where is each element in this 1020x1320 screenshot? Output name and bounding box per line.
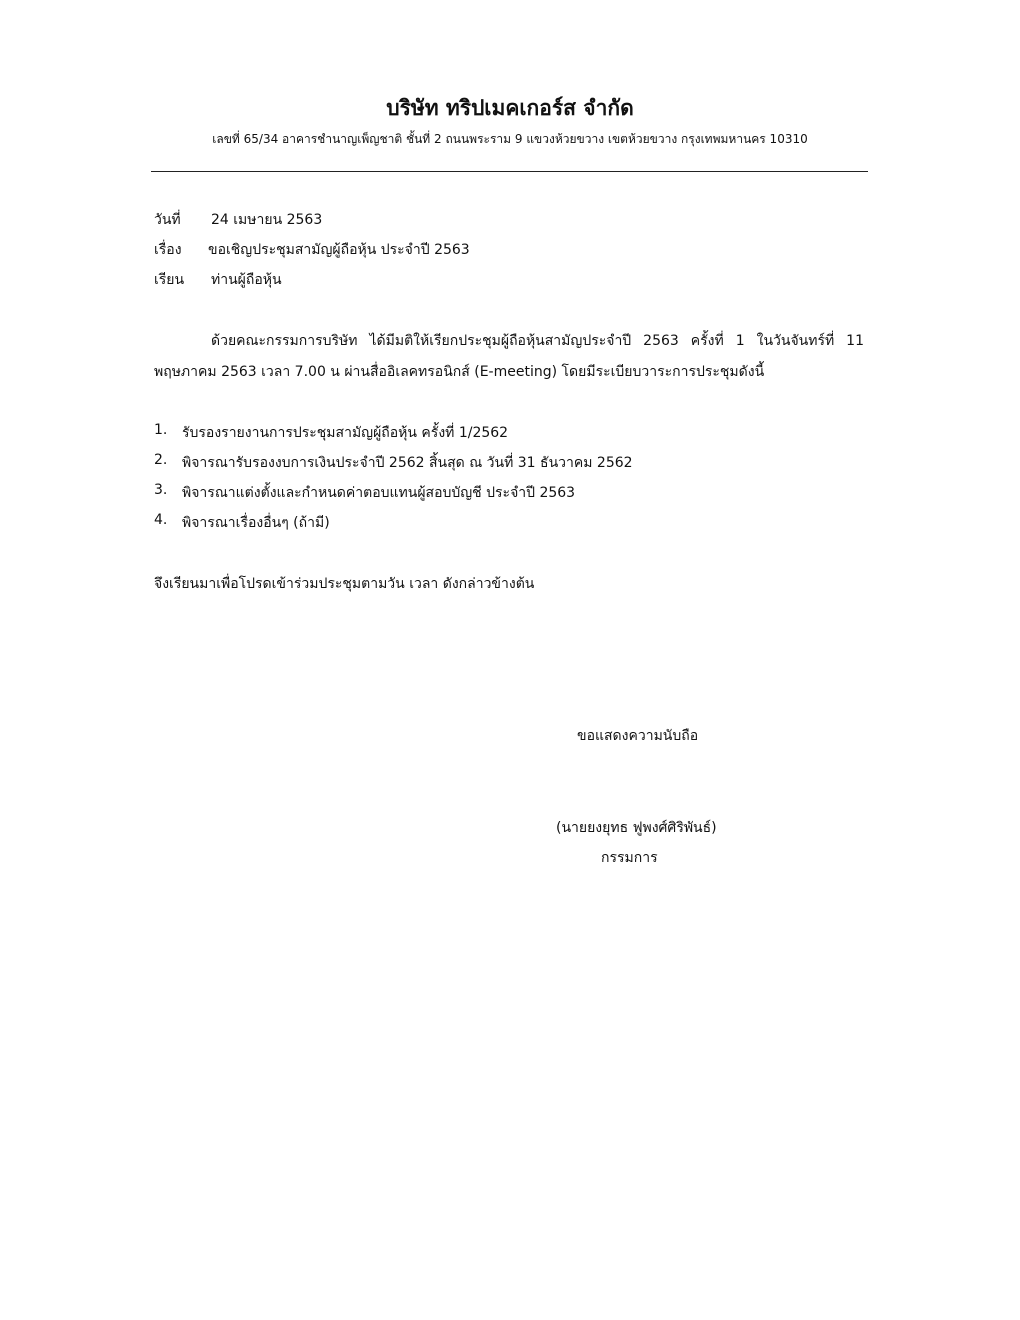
signatory-name: (นายยงยุทธ ฟูพงศ์ศิริพันธ์) [556, 820, 717, 836]
agenda-item-text: พิจารณารับรองงบการเงินประจำปี 2562 สิ้นสุด ณ วันที่ 31 ธันวาคม 2562 [182, 455, 633, 471]
agenda-item-text: พิจารณาเรื่องอื่นๆ (ถ้ามี) [182, 515, 330, 531]
signature-regards: ขอแสดงความนับถือ [577, 728, 699, 744]
recipient-value: ท่านผู้ถือหุ้น [211, 272, 282, 288]
agenda-item-text: พิจารณาแต่งตั้งและกำหนดค่าตอบแทนผู้สอบบัญชี ประจำปี 2563 [182, 485, 576, 501]
date-label: วันที่ [154, 212, 181, 228]
agenda-number: 3. [154, 482, 168, 498]
recipient-label: เรียน [154, 272, 185, 288]
closing-sentence: จึงเรียนมาเพื่อโปรดเข้าร่วมประชุมตามวัน เวลา ดังกล่าวข้างต้น [154, 576, 535, 592]
agenda-item-text: รับรองรายงานการประชุมสามัญผู้ถือหุ้น ครั้งที่ 1/2562 [182, 425, 509, 441]
date-value: 24 เมษายน 2563 [211, 212, 323, 228]
header-divider [151, 171, 868, 172]
agenda-number: 2. [154, 452, 168, 468]
agenda-number: 1. [154, 422, 168, 438]
company-address: เลขที่ 65/34 อาคารชำนาญเพ็ญชาติ ชั้นที่ 2 ถนนพระราม 9 แขวงห้วยขวาง เขตห้วยขวาง กรุงเทพมหานคร 10310 [212, 132, 808, 146]
agenda-number: 4. [154, 512, 168, 528]
subject-label: เรื่อง [154, 242, 182, 258]
company-name: บริษัท ทริปเมคเกอร์ส จำกัด [386, 96, 634, 120]
body-paragraph-line-1: ด้วยคณะกรรมการบริษัท ได้มีมติให้เรียกประชุมผู้ถือหุ้นสามัญประจำปี 2563 ครั้งที่ 1 ในวันจันทร์ที่ 11 [211, 333, 864, 349]
body-paragraph-line-2: พฤษภาคม 2563 เวลา 7.00 น ผ่านสื่ออิเลคทรอนิกส์ (E-meeting) โดยมีระเบียบวาระการประชุมดังนี้ [154, 364, 765, 380]
subject-value: ขอเชิญประชุมสามัญผู้ถือหุ้น ประจำปี 2563 [208, 242, 470, 258]
signatory-position: กรรมการ [601, 850, 658, 866]
